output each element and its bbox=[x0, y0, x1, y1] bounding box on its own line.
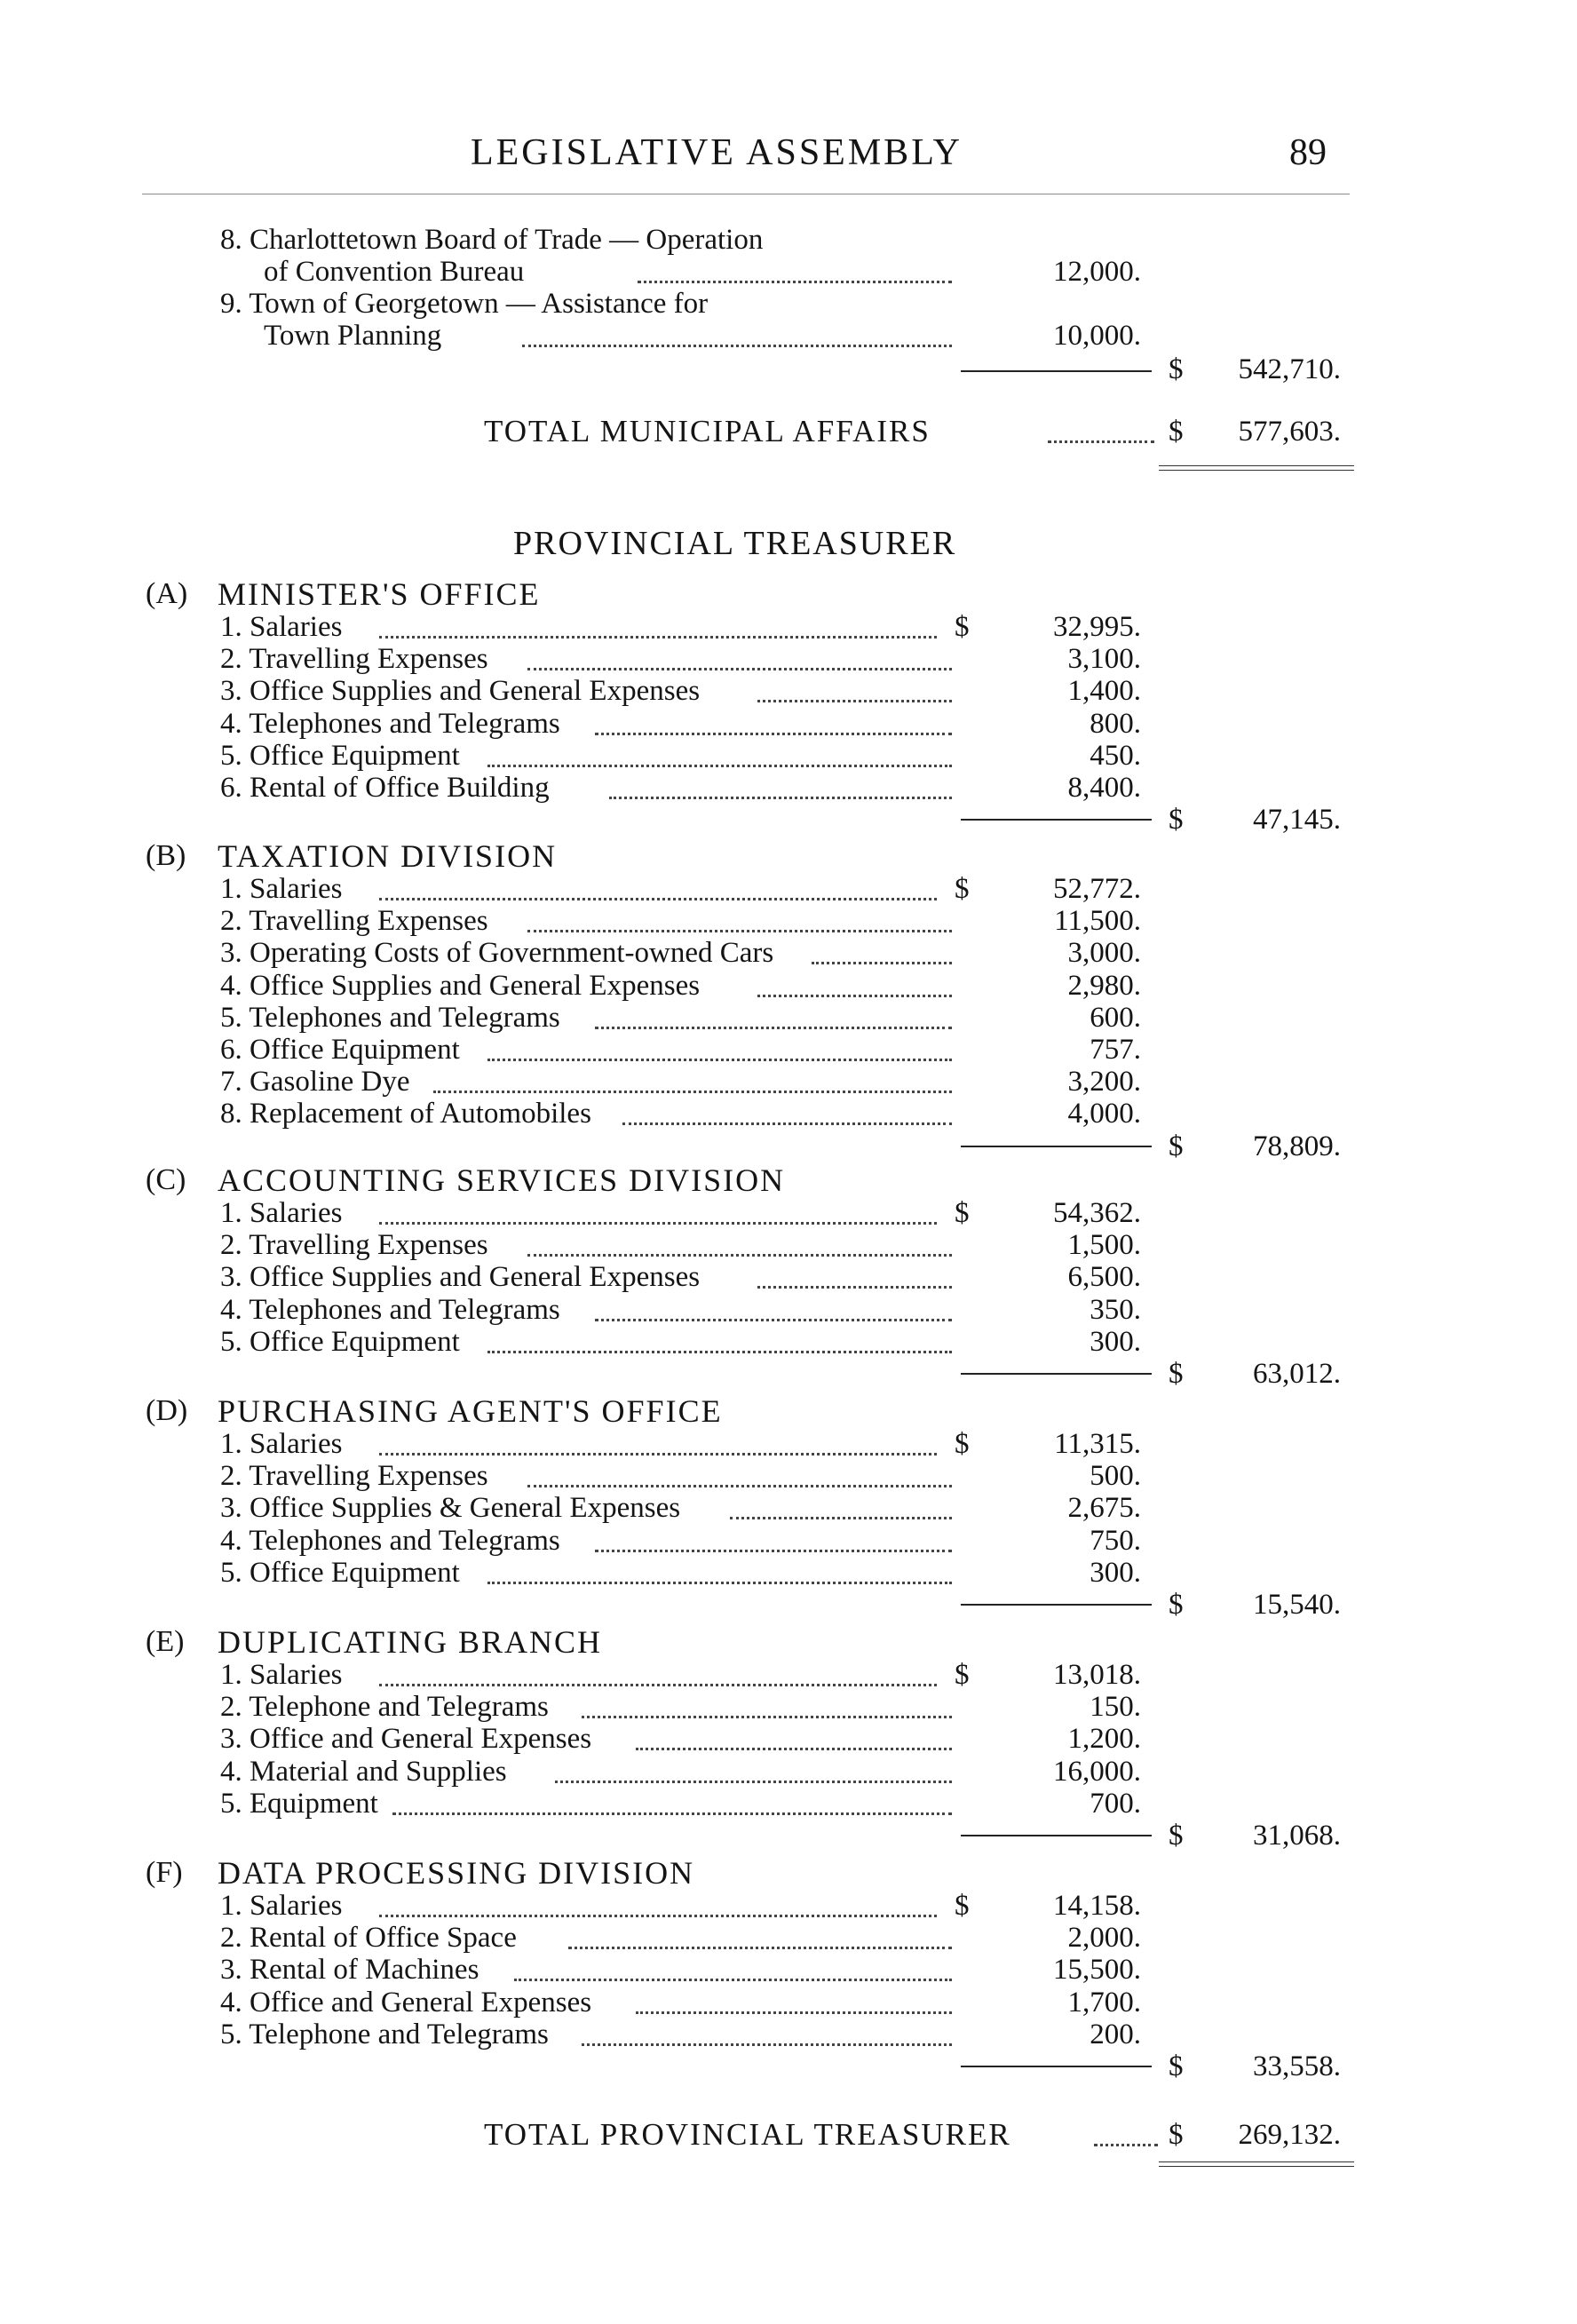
currency-symbol: $ bbox=[1169, 2119, 1184, 2151]
line-item-amount: 750. bbox=[1090, 1524, 1141, 1557]
leader-dots bbox=[433, 1091, 952, 1093]
section-subtotal bbox=[0, 1820, 1577, 1853]
currency-symbol: $ bbox=[1169, 2050, 1184, 2082]
line-item-label: 8. Charlottetown Board of Trade — Operation bbox=[220, 224, 764, 256]
line-item-label: 5. Office Equipment bbox=[220, 1556, 460, 1589]
subtotal-amount: 78,809. bbox=[1253, 1130, 1341, 1162]
section-subtotal bbox=[0, 1589, 1577, 1622]
leader-dots bbox=[379, 898, 937, 900]
subtotal-amount: 15,540. bbox=[1253, 1589, 1341, 1621]
line-item-amount: 4,000. bbox=[1067, 1098, 1141, 1130]
line-item bbox=[0, 1428, 1577, 1462]
line-item-label: 2. Rental of Office Space bbox=[220, 1922, 517, 1955]
leader-dots bbox=[527, 1254, 952, 1257]
line-item-label: 5. Office Equipment bbox=[220, 739, 460, 772]
line-item-amount: 2,000. bbox=[1067, 1922, 1141, 1955]
line-item bbox=[0, 873, 1577, 907]
section-subtotal bbox=[0, 1130, 1577, 1164]
line-item bbox=[0, 772, 1577, 805]
line-item bbox=[0, 1987, 1577, 2020]
leader-dots bbox=[609, 797, 952, 799]
section-subtotal bbox=[0, 804, 1577, 837]
total-amount: 577,603. bbox=[1238, 416, 1341, 448]
currency-symbol: $ bbox=[1169, 1589, 1184, 1621]
leader-dots bbox=[527, 668, 952, 670]
line-item bbox=[0, 970, 1577, 1003]
line-item-amount: 450. bbox=[1090, 739, 1141, 772]
line-item bbox=[0, 1492, 1577, 1526]
line-item bbox=[0, 1788, 1577, 1821]
currency-symbol: $ bbox=[1169, 804, 1184, 837]
line-item-label: 5. Telephone and Telegrams bbox=[220, 2018, 549, 2050]
leader-dots bbox=[595, 1319, 952, 1321]
leader-dots bbox=[595, 1550, 952, 1552]
line-item bbox=[0, 1261, 1577, 1295]
line-item bbox=[0, 1326, 1577, 1360]
line-item-amount: 1,700. bbox=[1067, 1986, 1141, 2019]
line-item-amount: 1,400. bbox=[1067, 675, 1141, 708]
section-title: ACCOUNTING SERVICES DIVISION bbox=[218, 1162, 786, 1198]
section-title: TAXATION DIVISION bbox=[218, 838, 558, 874]
line-item bbox=[0, 1557, 1577, 1590]
line-item-amount: 52,772. bbox=[1053, 873, 1141, 905]
line-item-label: 1. Salaries bbox=[220, 873, 343, 905]
line-item bbox=[0, 1756, 1577, 1789]
leader-dots bbox=[1094, 2144, 1158, 2146]
line-item bbox=[0, 1723, 1577, 1757]
leader-dots bbox=[568, 1947, 952, 1949]
line-item-amount: 2,675. bbox=[1067, 1492, 1141, 1525]
subtotal-amount: 31,068. bbox=[1253, 1820, 1341, 1852]
subtotal-amount: 63,012. bbox=[1253, 1358, 1341, 1390]
line-item-label: 2. Travelling Expenses bbox=[220, 905, 488, 938]
line-item bbox=[0, 1691, 1577, 1725]
leader-dots bbox=[527, 1485, 952, 1487]
currency-symbol: $ bbox=[955, 1890, 970, 1922]
section-letter: (B) bbox=[146, 839, 186, 872]
line-item-amount: 10,000. bbox=[1053, 320, 1141, 352]
treasurer-total-row bbox=[0, 2119, 1577, 2153]
line-item-amount: 6,500. bbox=[1067, 1261, 1141, 1294]
leader-dots bbox=[379, 1915, 937, 1917]
line-item-label: 4. Telephones and Telegrams bbox=[220, 1524, 560, 1557]
line-item-amount: 12,000. bbox=[1053, 256, 1141, 288]
line-item-amount: 700. bbox=[1090, 1787, 1141, 1820]
line-item bbox=[0, 905, 1577, 939]
line-item bbox=[0, 937, 1577, 971]
line-item-label: 7. Gasoline Dye bbox=[220, 1066, 410, 1099]
line-item-amount: 15,500. bbox=[1053, 1954, 1141, 1987]
section-letter: (C) bbox=[146, 1163, 186, 1196]
section-letter: (A) bbox=[146, 577, 188, 610]
line-item-amount: 300. bbox=[1090, 1556, 1141, 1589]
line-item-amount: 3,000. bbox=[1067, 937, 1141, 970]
double-underline bbox=[1159, 2161, 1354, 2167]
line-item-amount: 54,362. bbox=[1053, 1197, 1141, 1229]
section-title: DUPLICATING BRANCH bbox=[218, 1624, 603, 1660]
line-item bbox=[0, 675, 1577, 709]
line-item-label: 3. Office and General Expenses bbox=[220, 1723, 592, 1756]
municipal-subtotal bbox=[0, 353, 1577, 387]
line-item-amount: 14,158. bbox=[1053, 1890, 1141, 1922]
leader-dots bbox=[582, 1716, 952, 1718]
leader-dots bbox=[582, 2043, 952, 2046]
currency-symbol: $ bbox=[955, 611, 970, 643]
running-header-title: LEGISLATIVE ASSEMBLY bbox=[471, 132, 963, 173]
line-item bbox=[0, 1294, 1577, 1328]
leader-dots bbox=[379, 636, 937, 639]
currency-symbol: $ bbox=[1169, 1130, 1184, 1162]
line-item bbox=[0, 256, 1577, 290]
line-item-amount: 13,018. bbox=[1053, 1659, 1141, 1691]
total-provincial-treasurer-label: TOTAL PROVINCIAL TREASURER bbox=[484, 2117, 1011, 2152]
line-item bbox=[0, 2019, 1577, 2052]
line-item bbox=[0, 740, 1577, 773]
line-item bbox=[0, 1034, 1577, 1067]
leader-dots bbox=[812, 962, 952, 964]
line-item-label: 3. Office Supplies and General Expenses bbox=[220, 1261, 701, 1294]
leader-dots bbox=[730, 1517, 952, 1519]
line-item bbox=[0, 1460, 1577, 1494]
line-item bbox=[0, 611, 1577, 645]
line-item-label: 3. Office Supplies and General Expenses bbox=[220, 675, 701, 708]
subtotal-amount: 33,558. bbox=[1253, 2050, 1341, 2082]
leader-dots bbox=[487, 765, 952, 767]
line-item-amount: 2,980. bbox=[1067, 969, 1141, 1002]
line-item-label: 3. Office Supplies & General Expenses bbox=[220, 1492, 681, 1525]
line-item bbox=[0, 288, 1577, 321]
line-item-amount: 200. bbox=[1090, 2018, 1141, 2050]
line-item-label: of Convention Bureau bbox=[264, 256, 525, 288]
line-item-amount: 32,995. bbox=[1053, 611, 1141, 643]
line-item-label: 8. Replacement of Automobiles bbox=[220, 1098, 591, 1130]
line-item bbox=[0, 1659, 1577, 1693]
line-item-amount: 757. bbox=[1090, 1034, 1141, 1066]
leader-dots bbox=[1048, 440, 1154, 443]
line-item-amount: 800. bbox=[1090, 707, 1141, 740]
line-item-label: Town Planning bbox=[264, 320, 442, 352]
leader-dots bbox=[487, 1582, 952, 1584]
line-item-label: 3. Rental of Machines bbox=[220, 1954, 479, 1987]
leader-dots bbox=[555, 1781, 952, 1783]
line-item-amount: 600. bbox=[1090, 1001, 1141, 1034]
line-item bbox=[0, 1890, 1577, 1923]
leader-dots bbox=[757, 995, 952, 997]
currency-symbol: $ bbox=[955, 1659, 970, 1691]
line-item-label: 1. Salaries bbox=[220, 1428, 343, 1460]
line-item-label: 9. Town of Georgetown — Assistance for bbox=[220, 288, 709, 320]
line-item bbox=[0, 1525, 1577, 1559]
leader-dots bbox=[522, 345, 952, 347]
line-item-label: 2. Travelling Expenses bbox=[220, 643, 488, 676]
section-letter: (F) bbox=[146, 1856, 183, 1889]
section-letter: (E) bbox=[146, 1625, 185, 1658]
line-item-label: 2. Travelling Expenses bbox=[220, 1460, 488, 1493]
leader-dots bbox=[636, 2011, 952, 2014]
currency-symbol: $ bbox=[1169, 416, 1184, 448]
line-item-label: 3. Operating Costs of Government-owned Cars bbox=[220, 937, 774, 970]
total-municipal-affairs-label: TOTAL MUNICIPAL AFFAIRS bbox=[484, 414, 931, 448]
leader-dots bbox=[757, 1286, 952, 1289]
line-item-amount: 1,200. bbox=[1067, 1723, 1141, 1756]
subtotal-amount: 542,710. bbox=[1238, 353, 1341, 385]
section-title: PURCHASING AGENT'S OFFICE bbox=[218, 1393, 723, 1429]
line-item bbox=[0, 320, 1577, 353]
line-item bbox=[0, 1954, 1577, 1987]
leader-dots bbox=[595, 1027, 952, 1029]
line-item-label: 4. Telephones and Telegrams bbox=[220, 1293, 560, 1326]
line-item-label: 4. Office Supplies and General Expenses bbox=[220, 969, 701, 1002]
line-item-label: 4. Office and General Expenses bbox=[220, 1986, 592, 2019]
currency-symbol: $ bbox=[1169, 353, 1184, 385]
section-letter: (D) bbox=[146, 1394, 188, 1427]
leader-dots bbox=[622, 1122, 952, 1125]
line-item-amount: 11,315. bbox=[1054, 1428, 1141, 1460]
leader-dots bbox=[379, 1453, 937, 1455]
line-item bbox=[0, 1229, 1577, 1263]
line-item bbox=[0, 708, 1577, 742]
currency-symbol: $ bbox=[1169, 1820, 1184, 1852]
line-item bbox=[0, 1197, 1577, 1231]
line-item-label: 1. Salaries bbox=[220, 1890, 343, 1922]
leader-dots bbox=[379, 1684, 937, 1686]
section-subtotal bbox=[0, 1358, 1577, 1392]
leader-dots bbox=[595, 733, 952, 735]
leader-dots bbox=[638, 281, 952, 283]
line-item-amount: 1,500. bbox=[1067, 1229, 1141, 1262]
line-item-label: 5. Office Equipment bbox=[220, 1325, 460, 1358]
line-item-amount: 500. bbox=[1090, 1460, 1141, 1493]
line-item bbox=[0, 643, 1577, 677]
total-amount: 269,132. bbox=[1238, 2119, 1341, 2151]
leader-dots bbox=[487, 1351, 952, 1353]
subtotal-amount: 47,145. bbox=[1253, 804, 1341, 837]
leader-dots bbox=[757, 700, 952, 702]
line-item bbox=[0, 1098, 1577, 1131]
line-item-amount: 350. bbox=[1090, 1293, 1141, 1326]
line-item-label: 1. Salaries bbox=[220, 611, 343, 643]
line-item-amount: 3,100. bbox=[1067, 643, 1141, 676]
line-item-amount: 3,200. bbox=[1067, 1066, 1141, 1099]
leader-dots bbox=[392, 1812, 952, 1815]
line-item-label: 1. Salaries bbox=[220, 1197, 343, 1229]
line-item-amount: 16,000. bbox=[1053, 1755, 1141, 1788]
leader-dots bbox=[527, 930, 952, 932]
municipal-total-row bbox=[0, 416, 1577, 449]
line-item bbox=[0, 224, 1577, 258]
section-title: MINISTER'S OFFICE bbox=[218, 576, 541, 612]
leader-dots bbox=[487, 1059, 952, 1061]
line-item-amount: 8,400. bbox=[1067, 772, 1141, 804]
double-underline bbox=[1159, 465, 1354, 471]
line-item bbox=[0, 1066, 1577, 1099]
line-item-amount: 11,500. bbox=[1054, 905, 1141, 938]
line-item-label: 6. Office Equipment bbox=[220, 1034, 460, 1066]
line-item-label: 6. Rental of Office Building bbox=[220, 772, 550, 804]
line-item bbox=[0, 1002, 1577, 1035]
leader-dots bbox=[514, 1979, 952, 1981]
line-item bbox=[0, 1922, 1577, 1955]
line-item-label: 4. Telephones and Telegrams bbox=[220, 707, 560, 740]
leader-dots bbox=[636, 1748, 952, 1750]
line-item-label: 2. Travelling Expenses bbox=[220, 1229, 488, 1262]
line-item-label: 2. Telephone and Telegrams bbox=[220, 1691, 549, 1724]
department-title: PROVINCIAL TREASURER bbox=[513, 525, 957, 562]
line-item-label: 5. Equipment bbox=[220, 1787, 378, 1820]
line-item-label: 4. Material and Supplies bbox=[220, 1755, 507, 1788]
section-title: DATA PROCESSING DIVISION bbox=[218, 1855, 695, 1891]
line-item-amount: 150. bbox=[1090, 1691, 1141, 1724]
page-number: 89 bbox=[1289, 132, 1327, 173]
currency-symbol: $ bbox=[955, 873, 970, 905]
section-subtotal bbox=[0, 2050, 1577, 2084]
currency-symbol: $ bbox=[1169, 1358, 1184, 1390]
line-item-label: 5. Telephones and Telegrams bbox=[220, 1001, 560, 1034]
line-item-amount: 300. bbox=[1090, 1325, 1141, 1358]
leader-dots bbox=[379, 1222, 937, 1225]
line-item-label: 1. Salaries bbox=[220, 1659, 343, 1691]
currency-symbol: $ bbox=[955, 1428, 970, 1460]
currency-symbol: $ bbox=[955, 1197, 970, 1229]
